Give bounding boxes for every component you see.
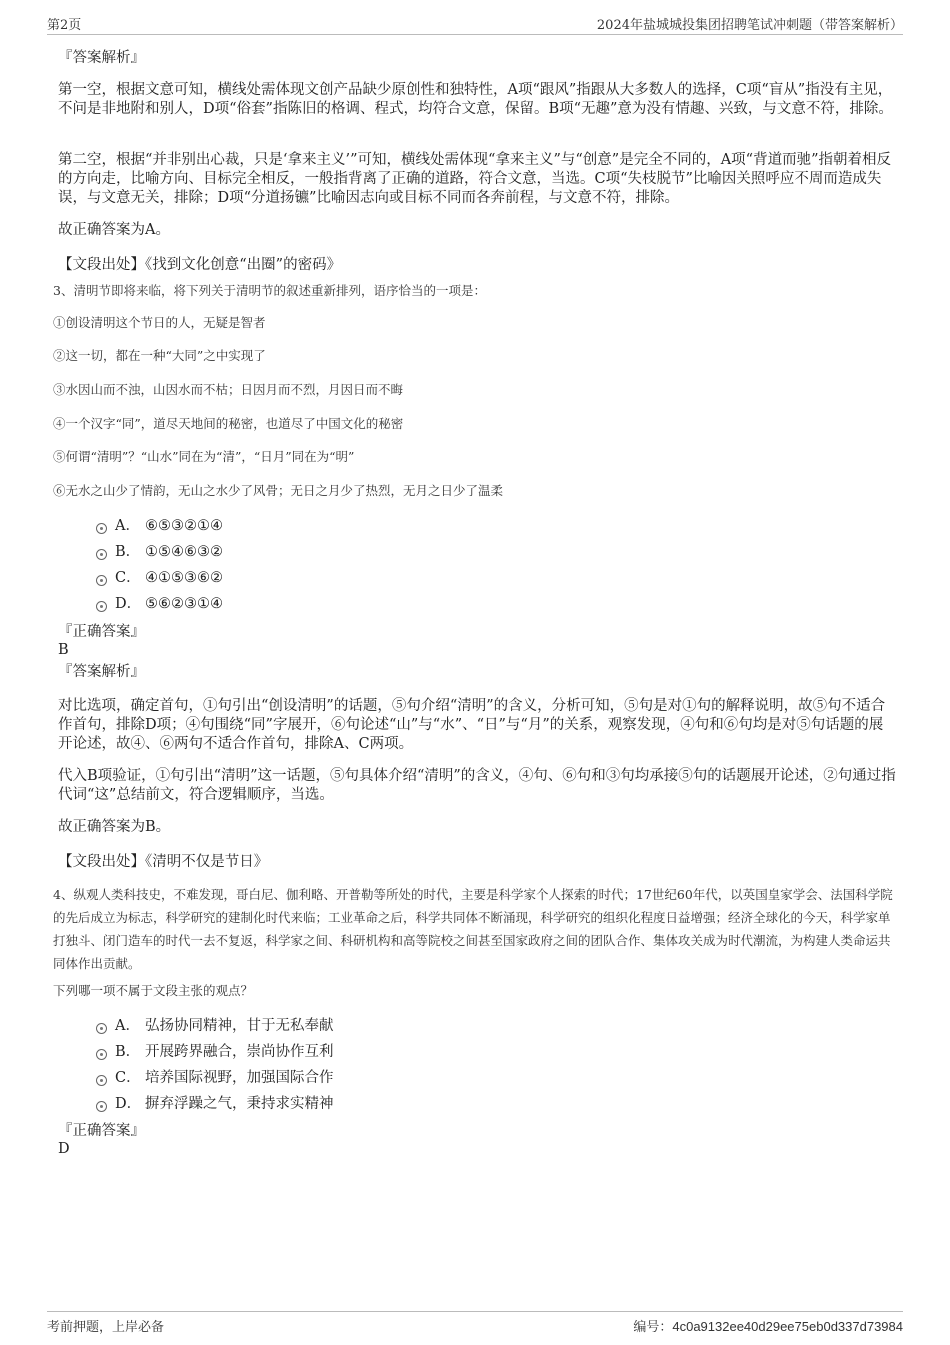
footer-slogan: 考前押题，上岸必备 xyxy=(47,1320,165,1335)
q4-answer: D xyxy=(58,1141,70,1157)
q3-source: 【文段出处】《清明不仅是节日》 xyxy=(58,854,269,870)
option-letter: A． xyxy=(115,1018,140,1034)
radio-icon[interactable] xyxy=(96,601,107,612)
q3-analysis-label: 『答案解析』 xyxy=(58,664,145,680)
option-text: 开展跨界融合，崇尚协作互利 xyxy=(145,1044,334,1060)
page-footer xyxy=(47,1311,903,1334)
q3-sentence-4: ④一个汉字“同”，道尽天地间的秘密，也道尽了中国文化的秘密 xyxy=(53,416,404,431)
radio-icon[interactable] xyxy=(96,549,107,560)
option-letter: D． xyxy=(115,1096,142,1112)
document-code xyxy=(633,1316,903,1335)
q4-option-a[interactable] xyxy=(96,1016,334,1036)
q4-answer-label: 『正确答案』 xyxy=(58,1123,145,1139)
radio-icon[interactable] xyxy=(96,575,107,586)
q3-option-b[interactable] xyxy=(96,542,223,562)
option-text: 摒弃浮躁之气，秉持求实精神 xyxy=(145,1096,334,1112)
q4-stem: 4、纵观人类科技史，不难发现，哥白尼、伽利略、开普勒等所处的时代，主要是科学家个人探索的时代；17世纪60年代，以英国皇家学会、法国科学院的先后成立为标志，科学研究的建制化时代来临；工业革命之后，科学共同体不断涌现，科学研究的组织化程度日益增强；经济全球化的今天，科学家单打独斗、闭门造车的时代一去不复返，科学家之间、科研机构和高等院校之间甚至国家政府之间的团队合作、集体攻关成为时代潮流，为构建人类命运共同体作出贡献。 xyxy=(53,887,893,971)
option-text: ①⑤④⑥③② xyxy=(145,544,223,560)
q2-source: 【文段出处】《找到文化创意“出圈”的密码》 xyxy=(58,257,342,273)
q3-sentence-1: ①创设清明这个节日的人，无疑是智者 xyxy=(53,315,266,330)
radio-icon[interactable] xyxy=(96,1075,107,1086)
q2-conclusion: 故正确答案为A。 xyxy=(58,222,170,238)
q2-analysis-label: 『答案解析』 xyxy=(58,50,145,66)
page-header xyxy=(47,12,903,35)
option-letter: D． xyxy=(115,596,142,612)
option-text: ④①⑤③⑥② xyxy=(145,570,223,586)
page-number: 第2页 xyxy=(47,18,82,33)
q3-sentence-5: ⑤何谓“清明”？“山水”同在为“清”，“日月”同在为“明” xyxy=(53,449,355,464)
code-value: 4c0a9132ee40d29ee75eb0d337d73984 xyxy=(672,1319,903,1334)
q3-analysis-para-2: 代入B项验证，①句引出“清明”这一话题，⑤句具体介绍“清明”的含义，④句、⑥句和③句均承接⑤句的话题展开论述，②句通过指代词“这”总结前文，符合逻辑顺序，当选。 xyxy=(58,768,896,803)
q3-conclusion: 故正确答案为B。 xyxy=(58,819,171,835)
q3-option-d[interactable] xyxy=(96,594,223,614)
q3-answer: B xyxy=(58,642,69,658)
q2-analysis-para-2: 第二空，根据“并非别出心裁，只是‘拿来主义’”可知，横线处需体现“拿来主义”与“创意”是完全不同的，A项“背道而驰”指朝着相反的方向走，比喻方向、目标完全相反，一般指背离了正确的道路，符合文意，当选。C项“失枝脱节”比喻因关照呼应不周而造成失误，与文意无关，排除；D项“分道扬镳”比喻因志向或目标不同而各奔前程，与文意不符，排除。 xyxy=(58,152,891,206)
option-text: ⑤⑥②③①④ xyxy=(145,596,223,612)
q4-option-b[interactable] xyxy=(96,1042,334,1062)
q4-question: 下列哪一项不属于文段主张的观点？ xyxy=(53,983,254,998)
q3-answer-label: 『正确答案』 xyxy=(58,624,145,640)
radio-icon[interactable] xyxy=(96,1049,107,1060)
option-text: ⑥⑤③②①④ xyxy=(145,518,223,534)
option-text: 弘扬协同精神，甘于无私奉献 xyxy=(145,1018,334,1034)
radio-icon[interactable] xyxy=(96,1023,107,1034)
q3-sentence-3: ③水因山而不浊，山因水而不枯；日因月而不烈，月因日而不晦 xyxy=(53,382,404,397)
radio-icon[interactable] xyxy=(96,1101,107,1112)
option-letter: B． xyxy=(115,544,141,560)
option-letter: B． xyxy=(115,1044,141,1060)
option-text: 培养国际视野，加强国际合作 xyxy=(145,1070,334,1086)
q3-analysis-para-1: 对比选项，确定首句，①句引出“创设清明”的话题，⑤句介绍“清明”的含义，分析可知，⑤句是对①句的解释说明，故⑤句不适合作首句，排除D项；④句围绕“同”字展开，⑥句论述“山”与“水”、“日”与“月”的关系，观察发现，④句和⑥句均是对⑤句话题的展开论述，故④、⑥两句不适合作首句，排除A、C两项。 xyxy=(58,698,886,752)
code-label: 编号： xyxy=(633,1320,673,1335)
document-title: 2024年盐城城投集团招聘笔试冲刺题（带答案解析） xyxy=(596,18,903,33)
radio-icon[interactable] xyxy=(96,523,107,534)
q3-sentence-6: ⑥无水之山少了情韵，无山之水少了风骨；无日之月少了热烈，无月之日少了温柔 xyxy=(53,483,504,498)
q3-option-a[interactable] xyxy=(96,516,223,536)
q3-stem: 3、清明节即将来临，将下列关于清明节的叙述重新排列，语序恰当的一项是： xyxy=(53,283,486,298)
q3-sentence-2: ②这一切，都在一种“大同”之中实现了 xyxy=(53,348,266,363)
q2-analysis-para-1: 第一空，根据文意可知，横线处需体现文创产品缺少原创性和独特性，A项“跟风”指跟从大多数人的选择，C项“盲从”指没有主见，不问是非地附和别人，D项“俗套”指陈旧的格调、程式，均符合文意，保留。B项“无趣”意为没有情趣、兴致，与文意不符，排除。 xyxy=(58,82,893,117)
q4-option-c[interactable] xyxy=(96,1068,334,1088)
option-letter: A． xyxy=(115,518,140,534)
q4-option-d[interactable] xyxy=(96,1094,334,1114)
option-letter: C． xyxy=(115,1070,141,1086)
option-letter: C． xyxy=(115,570,141,586)
q3-option-c[interactable] xyxy=(96,568,223,588)
